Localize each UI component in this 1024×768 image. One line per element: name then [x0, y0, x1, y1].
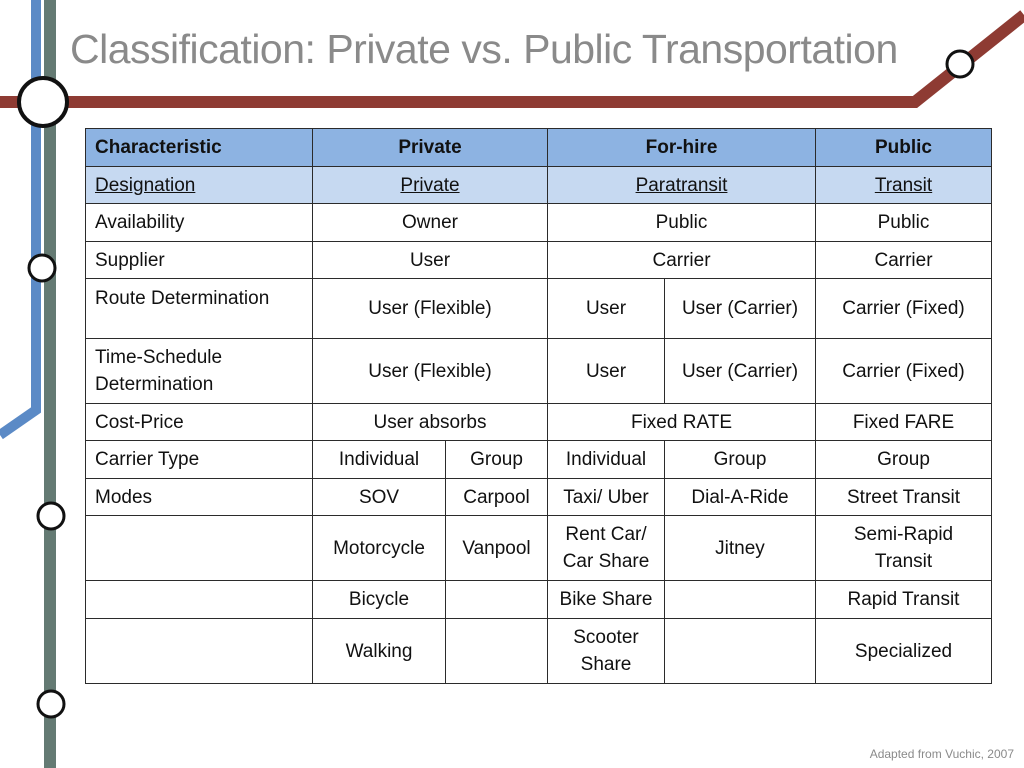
table-cell: User — [313, 242, 548, 279]
table-cell: Public — [548, 204, 816, 242]
table-cell: User — [548, 339, 665, 404]
table-cell: Owner — [313, 204, 548, 242]
designation-row — [86, 167, 992, 204]
table-cell: User (Flexible) — [313, 339, 548, 404]
table-cell: Fixed RATE — [548, 404, 816, 441]
table-cell: Rapid Transit — [816, 581, 992, 619]
table-cell — [446, 581, 548, 619]
table-cell: Taxi/ Uber — [548, 479, 665, 516]
table-cell: Transit — [816, 167, 992, 204]
row-label — [86, 581, 313, 619]
header-cell: For-hire — [548, 129, 816, 167]
row-label: Modes — [86, 479, 313, 516]
header-row — [86, 129, 992, 167]
table-cell: Group — [816, 441, 992, 479]
row-label: Route Determination — [86, 279, 313, 339]
classification-table — [85, 128, 992, 684]
header-cell: Characteristic — [86, 129, 313, 167]
table-cell: Specialized — [816, 619, 992, 684]
table-cell — [446, 619, 548, 684]
row-label: Supplier — [86, 242, 313, 279]
table-cell: User — [548, 279, 665, 339]
table-cell: Private — [313, 167, 548, 204]
row-label: Designation — [86, 167, 313, 204]
station-title-end — [947, 51, 973, 77]
row-label: Availability — [86, 204, 313, 242]
table-cell: Public — [816, 204, 992, 242]
station-large — [19, 78, 67, 126]
table-cell: Jitney — [665, 516, 816, 581]
station-left-2 — [38, 503, 64, 529]
table-cell: Paratransit — [548, 167, 816, 204]
station-left-1 — [29, 255, 55, 281]
table-row — [86, 242, 992, 279]
table-cell: Carpool — [446, 479, 548, 516]
table-cell: Vanpool — [446, 516, 548, 581]
row-label — [86, 619, 313, 684]
table-cell: Individual — [313, 441, 446, 479]
row-label: Time-Schedule Determination — [86, 339, 313, 404]
table-cell: Dial-A-Ride — [665, 479, 816, 516]
blue-transit-line — [0, 0, 36, 435]
table-row — [86, 516, 992, 581]
table-cell: Group — [665, 441, 816, 479]
table-cell: User (Flexible) — [313, 279, 548, 339]
table-row — [86, 339, 992, 404]
row-label: Carrier Type — [86, 441, 313, 479]
table-cell: Walking — [313, 619, 446, 684]
table-cell: Bicycle — [313, 581, 446, 619]
table-row — [86, 619, 992, 684]
table-row — [86, 479, 992, 516]
table-cell: Scooter Share — [548, 619, 665, 684]
header-cell: Private — [313, 129, 548, 167]
table-cell: User absorbs — [313, 404, 548, 441]
table-cell: Carrier — [548, 242, 816, 279]
table-cell: Bike Share — [548, 581, 665, 619]
table-cell: Semi-Rapid Transit — [816, 516, 992, 581]
header-cell: Public — [816, 129, 992, 167]
table-cell — [665, 581, 816, 619]
table-row — [86, 204, 992, 242]
table-cell: Carrier (Fixed) — [816, 339, 992, 404]
table-cell: Motorcycle — [313, 516, 446, 581]
table-row — [86, 581, 992, 619]
table-cell: Street Transit — [816, 479, 992, 516]
table-row — [86, 279, 992, 339]
table-cell — [665, 619, 816, 684]
table-cell: Fixed FARE — [816, 404, 992, 441]
source-citation: Adapted from Vuchic, 2007 — [869, 747, 1014, 761]
table-cell: Group — [446, 441, 548, 479]
table-cell: Carrier (Fixed) — [816, 279, 992, 339]
table-cell: Individual — [548, 441, 665, 479]
row-label: Cost-Price — [86, 404, 313, 441]
table-cell: SOV — [313, 479, 446, 516]
table-cell: Carrier — [816, 242, 992, 279]
page-title: Classification: Private vs. Public Transportation — [70, 26, 898, 72]
station-left-3 — [38, 691, 64, 717]
row-label — [86, 516, 313, 581]
table-cell: User (Carrier) — [665, 339, 816, 404]
table-cell: User (Carrier) — [665, 279, 816, 339]
table-row — [86, 441, 992, 479]
table-cell: Rent Car/ Car Share — [548, 516, 665, 581]
table-row — [86, 404, 992, 441]
